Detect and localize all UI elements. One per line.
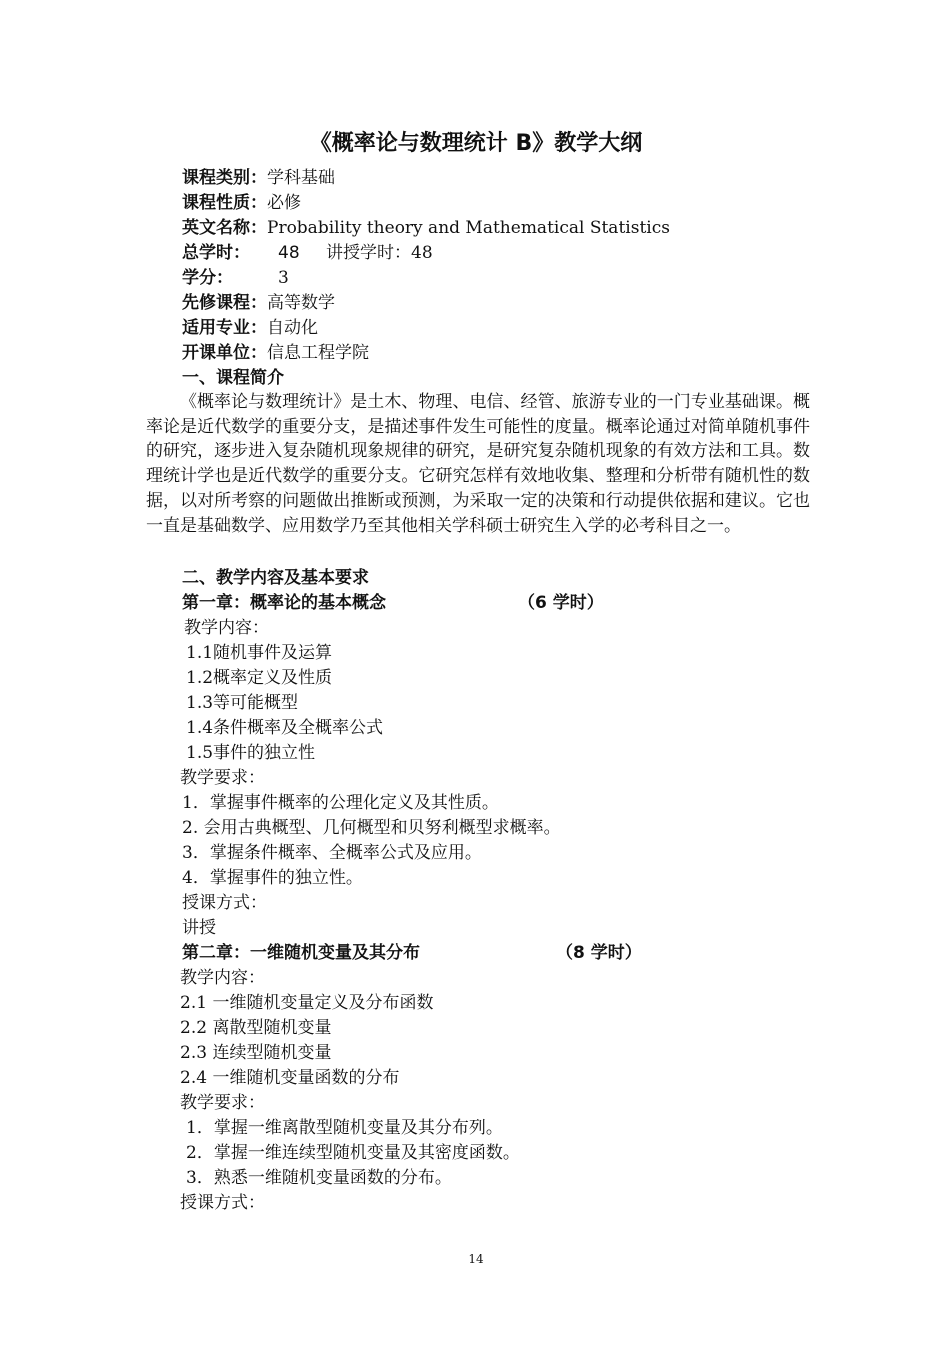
list-item: 1.4条件概率及全概率公式: [186, 718, 384, 738]
list-item: 1．掌握一维离散型随机变量及其分布列。: [186, 1118, 503, 1138]
list-item: 4．掌握事件的独立性。: [182, 868, 363, 888]
meta-total-hours: [182, 241, 433, 265]
meta-extra: 讲授学时：48: [326, 243, 433, 263]
chapter-title: 第二章：一维随机变量及其分布: [182, 943, 420, 963]
meta-label: 学分：: [182, 268, 233, 288]
meta-course-category: [182, 166, 335, 190]
meta-prerequisite: [182, 291, 335, 315]
meta-applicable-major: [182, 316, 318, 340]
list-item: 1．掌握事件概率的公理化定义及其性质。: [182, 793, 499, 813]
section-heading-content: 二、教学内容及基本要求: [182, 568, 369, 588]
section-heading-intro: 一、课程简介: [182, 368, 284, 388]
list-item: 2.4 一维随机变量函数的分布: [180, 1068, 400, 1088]
list-item: 2.2 离散型随机变量: [180, 1018, 332, 1038]
meta-value: 信息工程学院: [267, 343, 369, 363]
meta-label: 先修课程：: [182, 293, 267, 313]
chapter-1-method-label: 授课方式：: [182, 893, 267, 913]
chapter-2-content-label: 教学内容：: [180, 968, 265, 988]
chapter-1-heading: [182, 591, 642, 615]
meta-value: 高等数学: [267, 293, 335, 313]
meta-offering-unit: [182, 341, 369, 365]
list-item: 1.3等可能概型: [186, 693, 299, 713]
meta-label: 课程性质：: [182, 193, 267, 213]
meta-label: 课程类别：: [182, 168, 267, 188]
meta-course-nature: [182, 191, 301, 215]
list-item: 1.2概率定义及性质: [186, 668, 333, 688]
meta-value: 3: [278, 268, 289, 288]
document-title: 《概率论与数理统计 B》教学大纲: [309, 131, 643, 156]
list-item: 2. 会用古典概型、几何概型和贝努利概型求概率。: [182, 818, 561, 838]
chapter-2-method-label: 授课方式：: [180, 1193, 265, 1213]
list-item: 3．熟悉一维随机变量函数的分布。: [186, 1168, 452, 1188]
meta-value: 自动化: [267, 318, 318, 338]
meta-label: 适用专业：: [182, 318, 267, 338]
meta-value: 必修: [267, 193, 301, 213]
chapter-title: 第一章：概率论的基本概念: [182, 593, 386, 613]
chapter-hours: （6 学时）: [518, 593, 604, 613]
chapter-1-content-label: 教学内容：: [184, 618, 269, 638]
meta-credits: [182, 266, 289, 290]
list-item: 3．掌握条件概率、全概率公式及应用。: [182, 843, 482, 863]
chapter-2-req-label: 教学要求：: [180, 1093, 265, 1113]
meta-label: 总学时：: [182, 243, 250, 263]
meta-value: 学科基础: [267, 168, 335, 188]
meta-label: 英文名称：: [182, 218, 267, 238]
meta-value: Probability theory and Mathematical Statistics: [267, 218, 670, 238]
chapter-1-req-label: 教学要求：: [180, 768, 265, 788]
chapter-2-heading: [182, 941, 662, 965]
list-item: 1.1随机事件及运算: [186, 643, 333, 663]
meta-value: 48: [278, 243, 300, 263]
page-number: 14: [468, 1252, 484, 1266]
meta-english-name: [182, 216, 670, 240]
list-item: 2.1 一维随机变量定义及分布函数: [180, 993, 434, 1013]
chapter-hours: （8 学时）: [556, 943, 642, 963]
meta-label: 开课单位：: [182, 343, 267, 363]
list-item: 2.3 连续型随机变量: [180, 1043, 332, 1063]
section-intro-paragraph: 《概率论与数理统计》是土木、物理、电信、经管、旅游专业的一门专业基础课。概率论是近代数学的重要分支，是描述事件发生可能性的度量。概率论通过对简单随机事件的研究，逐步进入复杂随机现象规律的研究，是研究复杂随机现象的有效方法和工具。数理统计学也是近代数学的重要分支。它研究怎样有效地收集、整理和分析带有随机性的数据，以对所考察的问题做出推断或预测，为采取一定的决策和行动提供依据和建议。它也一直是基础数学、应用数学乃至其他相关学科硕士研究生入学的必考科目之一。: [146, 392, 810, 536]
list-item: 2．掌握一维连续型随机变量及其密度函数。: [186, 1143, 520, 1163]
chapter-1-method: 讲授: [182, 918, 216, 938]
list-item: 1.5事件的独立性: [186, 743, 316, 763]
